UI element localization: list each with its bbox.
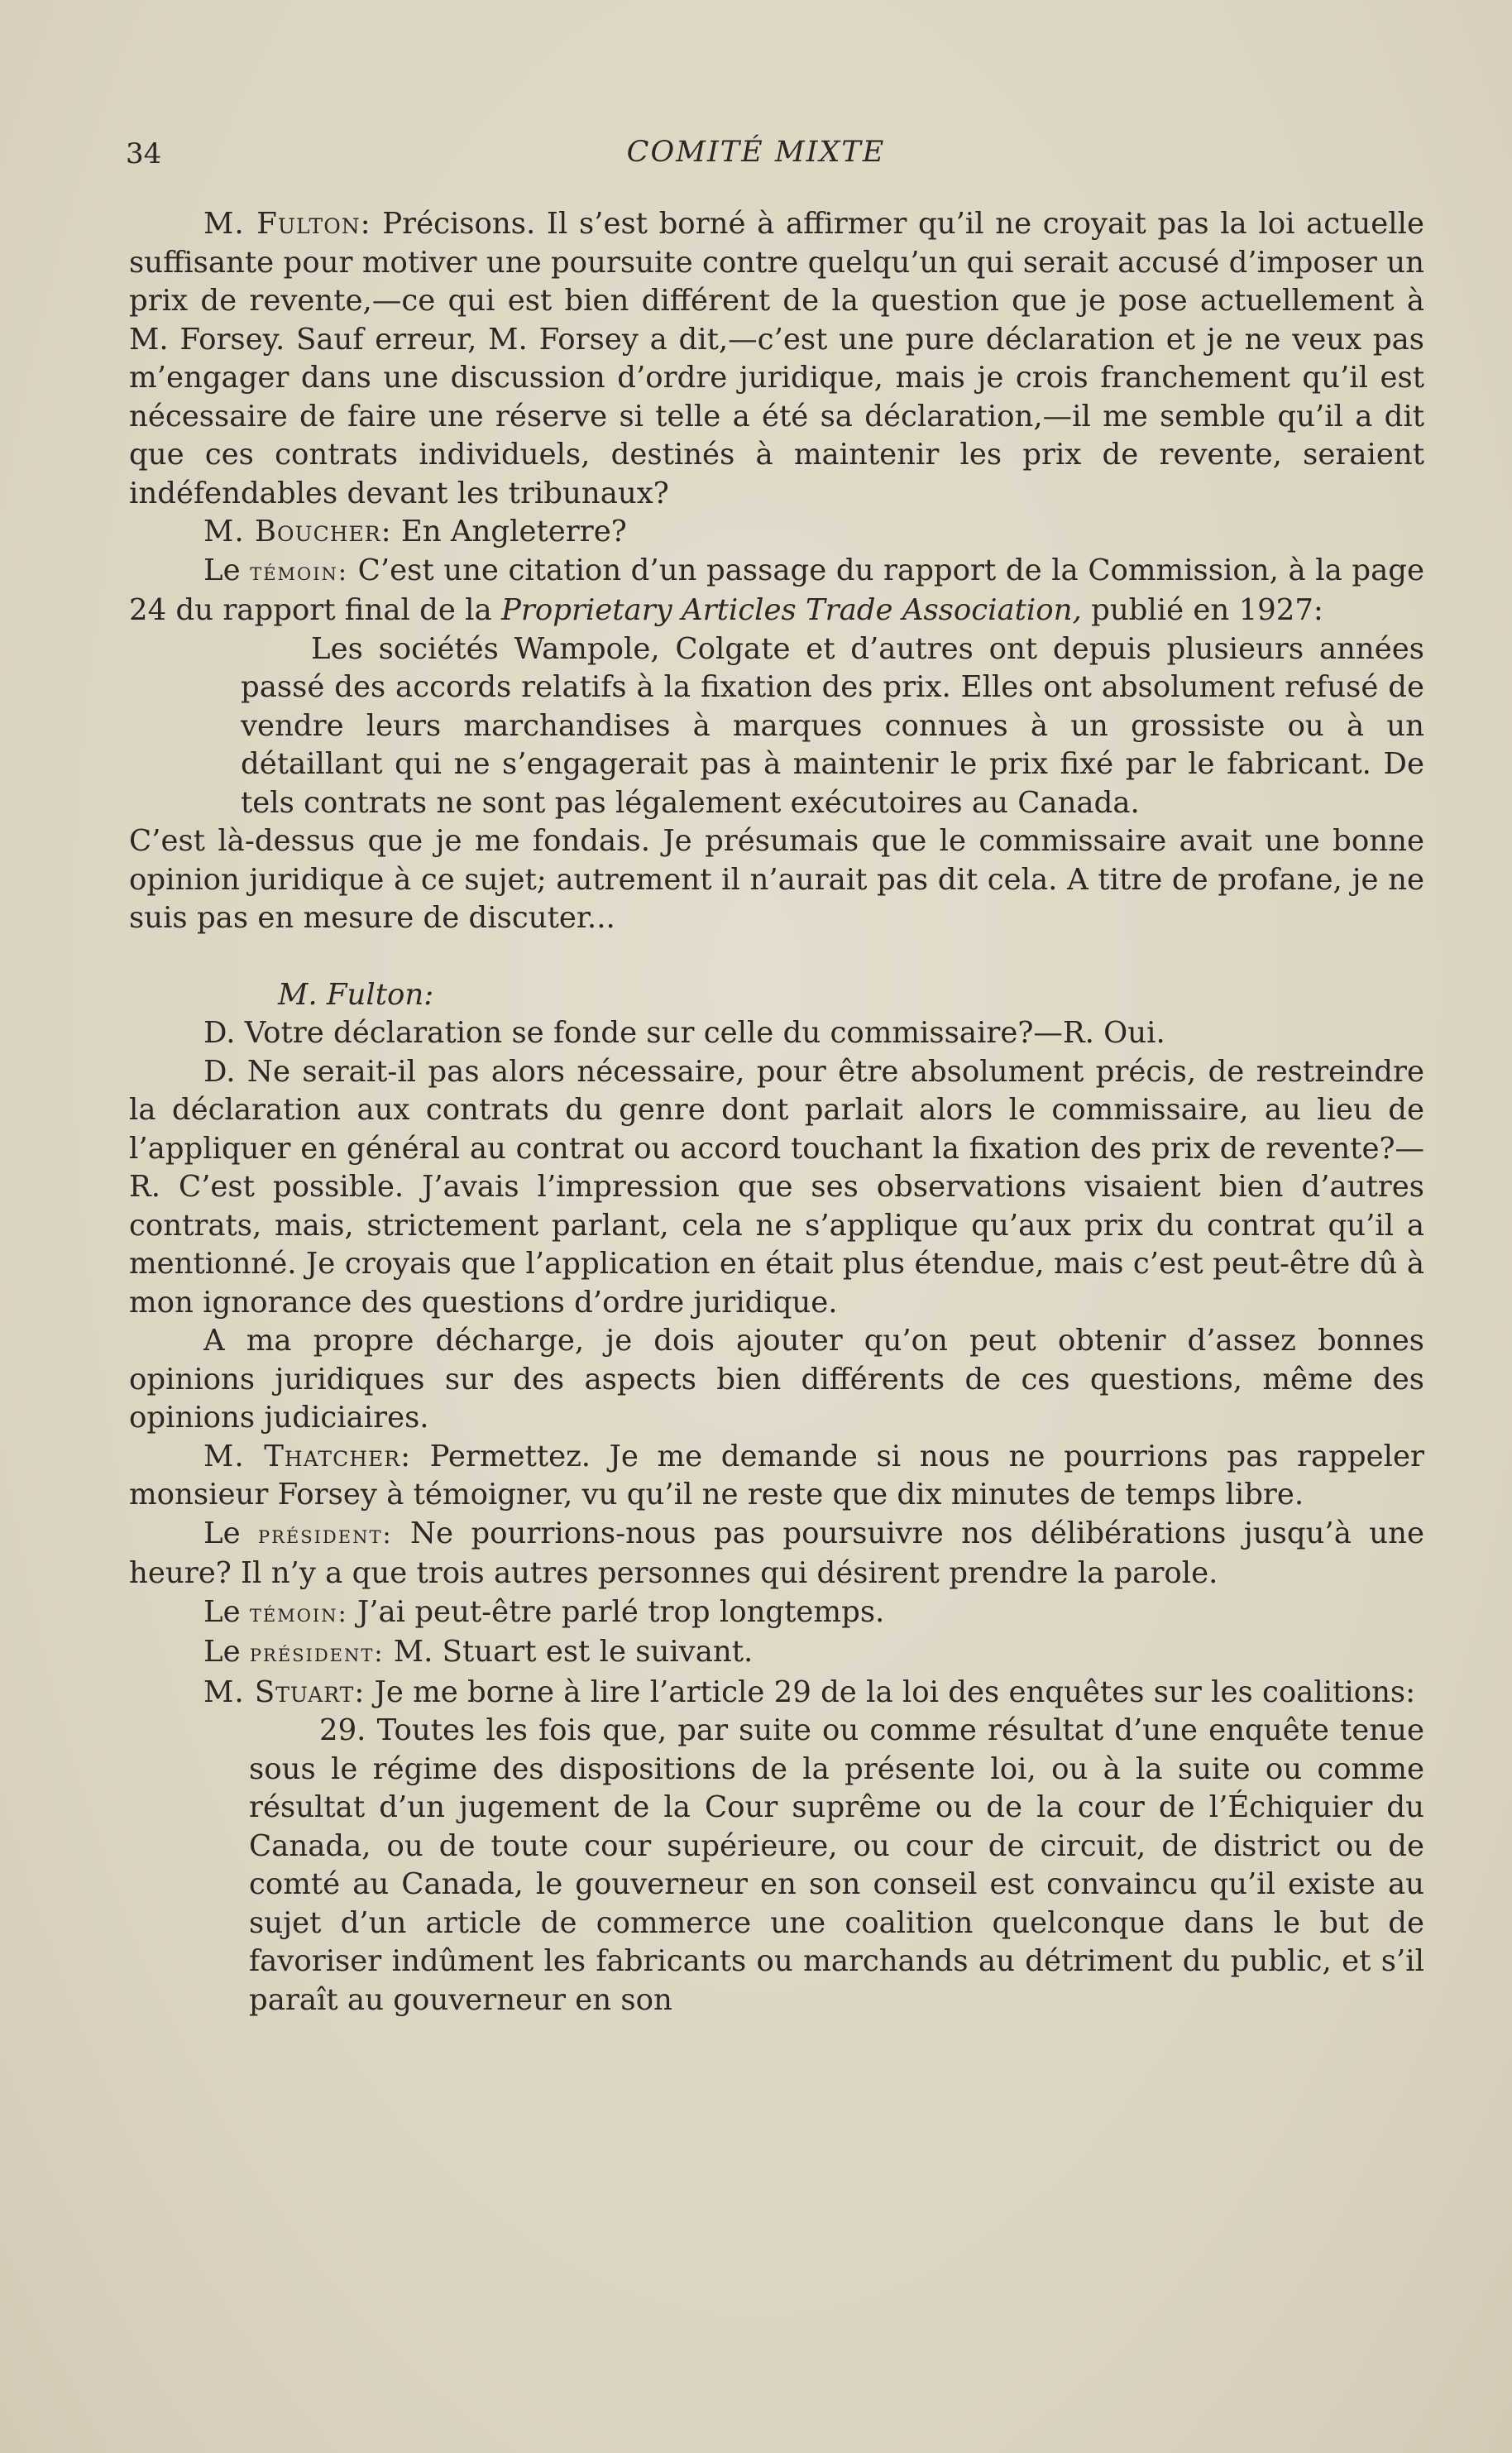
speaker-prefix: Le [203,1635,250,1669]
paragraph-text: Je me borne à lire l’article 29 de la loi des enquêtes sur les coalitions: [365,1674,1416,1709]
speaker-name: président: [257,1520,393,1550]
paragraph-temoin-2 [129,1593,1424,1634]
paragraph-thatcher [129,1438,1424,1515]
paragraph-text: Permettez. Je me demande si nous ne pourrions pas rappeler monsieur Forsey à témoigner, vu qu’il ne reste que dix minutes de temps libre. [129,1439,1424,1512]
questioner-heading: M. Fulton: [278,977,434,1012]
report-title: Proprietary Articles Trade Association, [500,593,1082,627]
paragraph-text: Ne pourrions-nous pas poursuivre nos délibérations jusqu’à une heure? Il n’y a que trois autres personnes qui désirent prendre la parole. [129,1516,1425,1590]
speaker-prefix: Le [203,1516,258,1550]
paragraph-fulton-1 [129,205,1424,513]
body-text [129,205,1424,2019]
paragraph-president-2 [129,1633,1424,1674]
paragraph-text: Précisons. Il s’est borné à affirmer qu’il ne croyait pas la loi actuelle suffisante pour motiver une poursuite contre quelqu’un qui serait accusé d’imposer un prix de revente,—ce qui est bien différent de la question que je pose actuellement à M. Forsey. Sauf erreur, M. Forsey a dit,—c’est une pure déclaration et je ne veux pas m’engager dans une discussion d’ordre juridique, mais je crois franchement qu’il est nécessaire de faire une réserve si telle a été sa déclaration,—il me semble qu’il a dit que ces contrats individuels, destinés à maintenir les prix de revente, seraient indéfendables devant les tribunaux? [129,207,1424,510]
paragraph-text: M. Stuart est le suivant. [384,1635,754,1669]
paragraph-stuart [129,1674,1424,1713]
paragraph-text: En Angleterre? [391,515,627,549]
speaker-prefix: Le [203,553,251,587]
block-quote-article-29: 29. Toutes les fois que, par suite ou comme résultat d’une enquête tenue sous le régime des dispositions de la présente loi, ou à la suite ou comme résultat d’un jugement de la Cour suprême ou de la cour de l’Échiquier du Canada, ou de toute cour supérieure, ou cour de circuit, de district ou de comté au Canada, le gouverneur en son conseil est convaincu qu’il existe au sujet d’un article de commerce une coalition quelconque dans le but de favoriser indûment les fabricants ou marchands au détriment du public, et s’il paraît au gouverneur en son [249,1713,1424,2017]
paragraph-decharge: A ma propre décharge, je dois ajouter qu’on peut obtenir d’assez bonnes opinions juridiques sur des aspects bien différents de ces questions, même des opinions judiciaires. [129,1324,1424,1435]
question-1: D. Votre déclaration se fonde sur celle du commissaire?—R. Oui. [203,1016,1165,1050]
paragraph-president-1 [129,1515,1424,1593]
speaker-name: M. Thatcher: [203,1439,412,1473]
paragraph-temoin-1 [129,552,1424,630]
paragraph-boucher [129,513,1424,552]
block-quote-1: Les sociétés Wampole, Colgate et d’autres ont depuis plusieurs années passé des accords relatifs à la fixation des prix. Elles ont absolument refusé de vendre leurs marchandises à marques connues à un grossiste ou à un détaillant qui ne s’engagerait pas à maintenir le prix fixé par le fabricant. De tels contrats ne sont pas légalement exécutoires au Canada. [241,631,1424,820]
speaker-prefix: Le [203,1594,250,1629]
speaker-name: témoin: [249,1598,348,1628]
speaker-name: M. Fulton: [203,207,371,241]
speaker-name: M. Stuart: [203,1674,366,1709]
speaker-name: M. Boucher: [203,515,392,549]
page-number: 34 [126,137,162,170]
paragraph-text: C’est une citation d’un passage du rapport de la Commission, à la page 24 du rapport final de la [129,553,1424,627]
page-header [126,132,1386,182]
question-2: D. Ne serait-il pas alors nécessaire, pour être absolument précis, de restreindre la déclaration aux contrats du genre dont parlait alors le commissaire, au lieu de l’appliquer en général au contrat ou accord touchant la fixation des prix de revente?—R. C’est possible. J’avais l’impression que ses observations visaient bien d’autres contrats, mais, strictement parlant, cela ne s’applique qu’aux prix du contrat qu’il a mentionné. Je croyais que l’application en était plus étendue, mais c’est peut-être dû à mon ignorance des questions d’ordre juridique. [129,1054,1424,1320]
speaker-name: témoin: [250,557,349,587]
paragraph-continuation: C’est là-dessus que je me fondais. Je présumais que le commissaire avait une bonne opinion juridique à ce sujet; autrement il n’aurait pas dit cela. A titre de profane, je ne suis pas en mesure de discuter... [129,824,1424,935]
paragraph-text: publié en 1927: [1081,593,1323,627]
speaker-name: président: [249,1639,385,1668]
spacer [129,938,1424,976]
paragraph-text: J’ai peut-être parlé trop longtemps. [347,1594,885,1629]
running-title: COMITÉ MIXTE [626,136,886,169]
